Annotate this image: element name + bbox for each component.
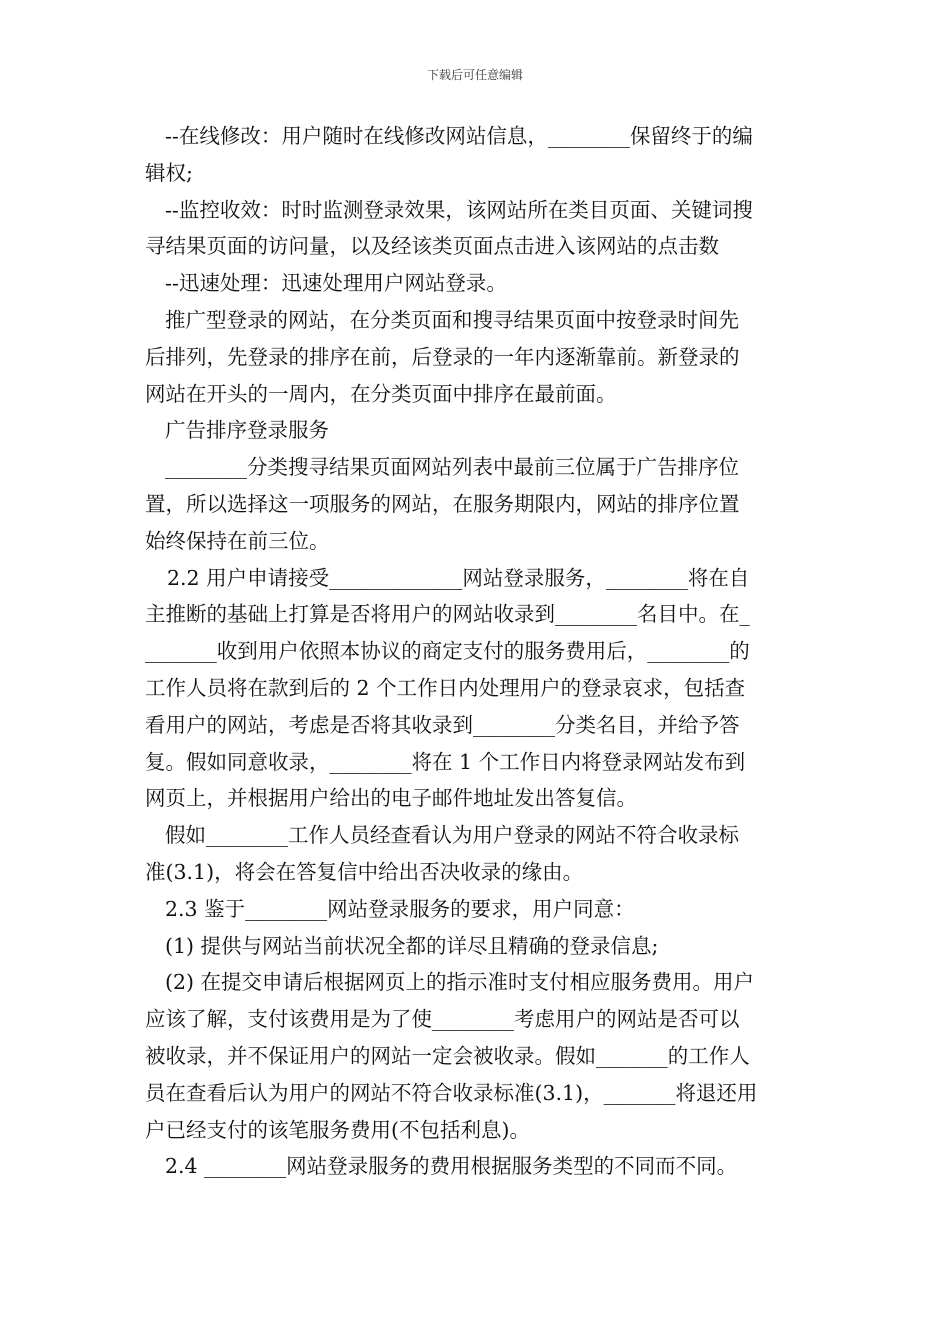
text-line: 寻结果页面的访问量，以及经该类页面点击进入该网站的点击数 xyxy=(145,234,719,259)
page-header: 下载后可任意编辑 xyxy=(426,68,523,82)
text-line: 2.2 用户申请接受_____________网站登录服务，________将在自 xyxy=(167,565,750,590)
text-line: _______收到用户依照本协议的商定支付的服务费用后，________的 xyxy=(145,639,750,664)
text-line: 看用户的网站，考虑是否将其收录到________分类名目，并给予答 xyxy=(145,712,740,737)
text-line: 推广型登录的网站，在分类页面和搜寻结果页面中按登录时间先 xyxy=(165,307,739,332)
text-line: 假如________工作人员经查看认为用户登录的网站不符合收录标 xyxy=(165,823,739,848)
text-line: 2.4 ________网站登录服务的费用根据服务类型的不同而不同。 xyxy=(165,1154,738,1179)
text-line: 应该了解，支付该费用是为了使________考虑用户的网站是否可以 xyxy=(145,1007,740,1032)
text-line: ________分类搜寻结果页面网站列表中最前三位属于广告排序位 xyxy=(165,455,739,480)
text-line: 置，所以选择这一项服务的网站，在服务期限内，网站的排序位置 xyxy=(145,491,740,516)
text-line: 工作人员将在款到后的 2 个工作日内处理用户的登录哀求，包括查 xyxy=(145,675,746,700)
text-line: 被收录，并不保证用户的网站一定会被收录。假如_______的工作人 xyxy=(145,1043,750,1068)
text-line: --在线修改：用户随时在线修改网站信息，________保留终于的编 xyxy=(165,124,753,148)
text-line: 复。假如同意收录，________将在 1 个工作日内将登录网站发布到 xyxy=(145,749,746,774)
text-line: 网页上，并根据用户给出的电子邮件地址发出答复信。 xyxy=(145,786,637,811)
text-line: 辑权; xyxy=(145,160,193,185)
text-line: --监控收效：时时监测登录效果，该网站所在类目页面、关键词搜 xyxy=(165,197,753,222)
text-line: 主推断的基础上打算是否将用户的网站收录到________名目中。在_ xyxy=(145,602,750,627)
text-line: 始终保持在前三位。 xyxy=(145,528,330,553)
text-line: 后排列，先登录的排序在前，后登录的一年内逐渐靠前。新登录的 xyxy=(145,344,740,369)
text-line: 户已经支付的该笔服务费用(不包括利息)。 xyxy=(145,1117,530,1142)
text-line: 2.3 鉴于________网站登录服务的要求，用户同意： xyxy=(165,896,635,921)
text-line: --迅速处理：迅速处理用户网站登录。 xyxy=(165,271,507,296)
section-heading: 广告排序登录服务 xyxy=(165,418,329,443)
text-line: 网站在开头的一周内，在分类页面中排序在最前面。 xyxy=(145,381,617,406)
text-line: 准(3.1)，将会在答复信中给出否决收录的缘由。 xyxy=(145,859,584,884)
document-body xyxy=(145,118,810,1185)
text-line: (2) 在提交申请后根据网页上的指示准时支付相应服务费用。用户 xyxy=(165,970,755,995)
text-line: (1) 提供与网站当前状况全都的详尽且精确的登录信息; xyxy=(165,933,659,958)
text-line: 员在查看后认为用户的网站不符合收录标准(3.1)，_______将退还用 xyxy=(145,1080,758,1105)
